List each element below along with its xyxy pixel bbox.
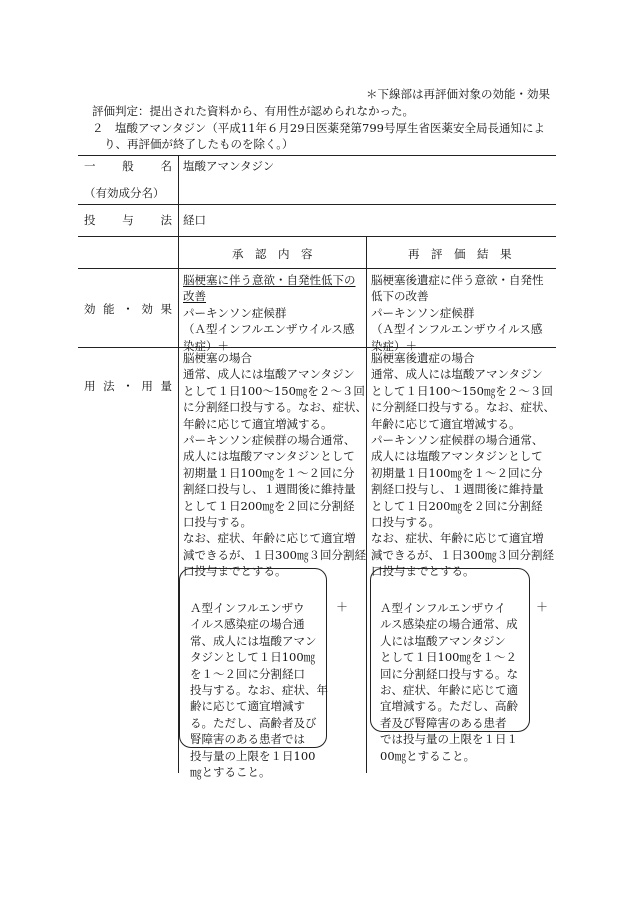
approval-dosage-line: として１日200㎎を２回に分割経: [183, 498, 355, 513]
reeval-dosage-line: 初期量１日100㎎を１〜２回に分: [371, 465, 543, 480]
route-label: [84, 212, 172, 228]
approval-influenza-line: 齢に応じて適宜増減す: [190, 699, 305, 714]
reeval-influenza-cell: [380, 600, 518, 764]
column-header-approval: 承 認 内 容: [232, 247, 313, 261]
column-header-reevaluation: 再 評 価 結 果: [408, 247, 512, 261]
reeval-influenza-line: では投与量の上限を１日１: [380, 732, 518, 747]
item-heading-line2: り、再評価が終了したものを除く。）: [104, 137, 294, 151]
row-divider-route: [78, 236, 556, 237]
reeval-dosage-line: 口投与する。: [371, 515, 440, 530]
general-name-label-char: 名: [160, 159, 172, 173]
reeval-dosage-line: 成人には塩酸アマンタジンとして: [371, 449, 543, 464]
row-divider-header: [78, 268, 556, 269]
item-heading-line1: ２ 塩酸アマンタジン（平成11年６月29日医薬発第799号厚生省医薬安全局長通知によ: [92, 121, 545, 135]
reeval-dosage-line: 減できるが、１日300㎎３回分割経: [371, 547, 554, 562]
route-label-char: 与: [122, 213, 134, 227]
approval-influenza-line: Ａ型インフルエンザウ: [190, 601, 305, 615]
approval-efficacy-cell: [183, 272, 356, 354]
approval-dosage-line: 口投与する。: [183, 515, 252, 530]
approval-dosage-line: 口投与までとする。: [183, 564, 287, 579]
efficacy-label-char: 能: [103, 302, 115, 316]
approval-efficacy-line: （Ａ型インフルエンザウイルス感: [183, 322, 355, 337]
reeval-dosage-line: 口投与までとする。: [371, 564, 475, 579]
evaluation-judgment: 評価判定：提出された資料から、有用性が認められなかった。: [92, 104, 414, 118]
general-name-label-char: 一: [84, 159, 96, 173]
reeval-dosage-line: なお、症状、年齢に応じて適宜増: [371, 531, 544, 546]
reeval-efficacy-cell: [371, 272, 544, 354]
approval-dosage-line: 通常、成人には塩酸アマンタジン: [183, 367, 355, 382]
reeval-influenza-line: 者及び腎障害のある患者: [380, 715, 507, 730]
dosage-label-char: 量: [160, 379, 172, 393]
approval-influenza-line: 投与する。なお、症状、年: [190, 683, 328, 698]
reeval-efficacy-line: 低下の改善: [371, 289, 429, 304]
dosage-label-char: 用: [141, 379, 153, 393]
reeval-plus-mark: ＋: [536, 600, 549, 614]
approval-dosage-cell: [183, 350, 367, 580]
approval-influenza-line: イルス感染症の場合通: [190, 617, 305, 632]
general-name-label-char: 般: [122, 159, 134, 173]
reeval-influenza-line: 人には塩酸アマンタジン: [380, 633, 506, 648]
route-value: 経口: [183, 213, 206, 227]
approval-influenza-line: ㎎とすること。: [190, 765, 271, 780]
general-name-sub-label: （有効成分名）: [84, 186, 165, 200]
reeval-dosage-line: 脳梗塞後遺症の場合: [371, 351, 475, 365]
approval-influenza-line: 常、成人には塩酸アマン: [190, 633, 317, 648]
reeval-influenza-line: 回に分割経口投与する。な: [380, 666, 518, 681]
approval-influenza-line: 腎障害のある患者では: [190, 732, 305, 747]
route-label-char: 法: [160, 213, 172, 227]
reeval-influenza-line: ルス感染症の場合通常、成: [380, 617, 518, 632]
efficacy-label-char: 果: [160, 302, 172, 316]
dosage-label-char: 用: [84, 379, 96, 393]
reeval-dosage-line: パーキンソン症候群の場合通常、: [371, 433, 544, 448]
approval-dosage-line: なお、症状、年齢に応じて適宜増: [183, 531, 356, 546]
approval-efficacy-line: 脳梗塞に伴う意欲・自発性低下の: [183, 273, 356, 287]
approval-influenza-line: タジンとして１日100㎎: [190, 650, 316, 665]
approval-plus-mark: ＋: [336, 600, 349, 614]
approval-dosage-line: 年齢に応じて適宜増減する。: [183, 416, 333, 431]
approval-efficacy-line: パーキンソン症候群: [183, 305, 287, 320]
reeval-dosage-line: 年齢に応じて適宜増減する。: [371, 416, 521, 431]
approval-dosage-line: に分割経口投与する。なお、症状、: [183, 400, 367, 415]
approval-influenza-line: る。ただし、高齢者及び: [190, 715, 317, 730]
reeval-dosage-line: として１日200㎎を２回に分割経: [371, 498, 543, 513]
underline-note: ＊下線部は再評価対象の効能・効果: [366, 87, 550, 101]
efficacy-label: [84, 301, 172, 317]
reeval-dosage-cell: [371, 350, 555, 580]
efficacy-label-char: 効: [141, 302, 153, 316]
approval-influenza-cell: [190, 600, 328, 780]
reeval-dosage-line: 通常、成人には塩酸アマンタジン: [371, 367, 543, 382]
reeval-efficacy-line: 染症）＋: [371, 338, 417, 353]
efficacy-label-char: ・: [122, 302, 134, 316]
efficacy-label-char: 効: [84, 302, 96, 316]
approval-dosage-line: 減できるが、１日300㎎３回分割経: [183, 547, 366, 562]
reeval-influenza-line: として１日100㎎を１〜２: [380, 650, 517, 665]
approval-dosage-line: 初期量１日100㎎を１〜２回に分: [183, 465, 355, 480]
general-name-label: [84, 158, 172, 174]
approval-dosage-line: 割経口投与し、１週間後に維持量: [183, 482, 356, 497]
reeval-efficacy-line: 脳梗塞後遺症に伴う意欲・自発性: [371, 273, 544, 287]
approval-efficacy-line: 染症）＋: [183, 338, 229, 353]
reeval-efficacy-line: （Ａ型インフルエンザウイルス感: [371, 322, 543, 337]
approval-dosage-line: 脳梗塞の場合: [183, 351, 252, 365]
reeval-influenza-line: お、症状、年齢に応じて適: [380, 683, 518, 698]
approval-influenza-line: を１〜２回に分割経口: [190, 666, 305, 681]
approval-efficacy-line: 改善: [183, 289, 206, 304]
reeval-dosage-line: に分割経口投与する。なお、症状、: [371, 400, 555, 415]
row-divider-general: [78, 204, 556, 205]
reeval-dosage-line: 割経口投与し、１週間後に維持量: [371, 482, 544, 497]
reeval-influenza-line: Ａ型インフルエンザウイ: [380, 601, 506, 615]
reeval-influenza-line: 00㎎とすること。: [380, 748, 476, 763]
dosage-label-char: 法: [103, 379, 115, 393]
reeval-influenza-line: 宜増減する。ただし、高齢: [380, 699, 518, 714]
general-name-value: 塩酸アマンタジン: [183, 159, 275, 173]
approval-dosage-line: として１日100〜150㎎を２〜３回: [183, 383, 365, 398]
approval-dosage-line: パーキンソン症候群の場合通常、: [183, 433, 356, 448]
route-label-char: 投: [84, 213, 96, 227]
dosage-label-char: ・: [122, 379, 134, 393]
dosage-label: [84, 378, 172, 394]
reeval-efficacy-line: パーキンソン症候群: [371, 305, 475, 320]
reeval-dosage-line: として１日100〜150㎎を２〜３回: [371, 383, 553, 398]
approval-dosage-line: 成人には塩酸アマンタジンとして: [183, 449, 355, 464]
approval-influenza-line: 投与量の上限を１日100: [190, 748, 316, 763]
table-top-border: [78, 155, 556, 156]
